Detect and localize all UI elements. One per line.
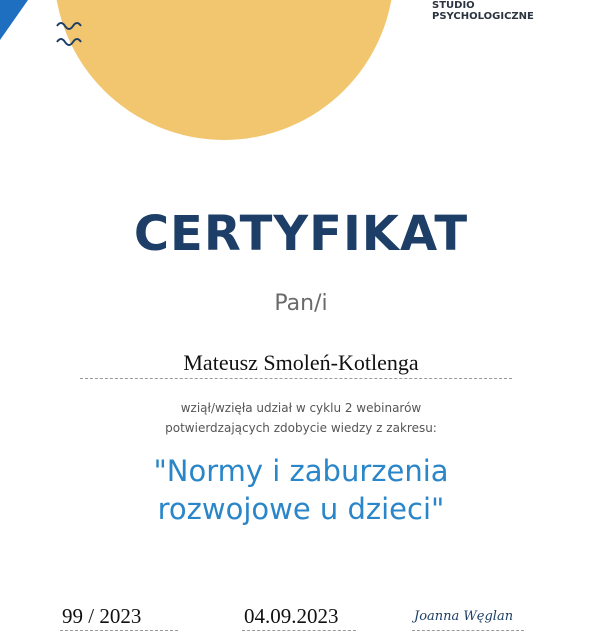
description <box>0 398 602 438</box>
studio-logo <box>426 0 561 24</box>
corner-decoration <box>0 0 28 40</box>
signature-text: Joanna Węglan <box>414 609 514 624</box>
certificate-number: 99 / 2023 <box>62 604 142 628</box>
logo-line-2: PSYCHOLOGICZNE <box>432 11 534 22</box>
certificate-date: 04.09.2023 <box>244 604 339 628</box>
date-underline <box>242 630 356 631</box>
name-underline <box>80 378 512 379</box>
certificate-title: CERTYFIKAT <box>133 206 469 262</box>
yellow-shape-decoration <box>54 0 394 140</box>
signature-underline <box>412 630 524 631</box>
number-underline <box>60 630 178 631</box>
course-title-line-2: rozwojowe u dzieci" <box>157 492 445 526</box>
wave-icon <box>54 20 84 56</box>
salutation: Pan/i <box>274 291 328 316</box>
course-title <box>0 452 602 528</box>
course-title-line-1: "Normy i zaburzenia <box>153 454 449 488</box>
description-line-2: potwierdzających zdobycie wiedzy z zakresu: <box>165 421 437 435</box>
recipient-name: Mateusz Smoleń-Kotlenga <box>183 350 419 375</box>
signature <box>410 596 530 632</box>
description-line-1: wziął/wzięła udział w cyklu 2 webinarów <box>180 401 422 415</box>
logo-line-1: STUDIO <box>432 0 475 11</box>
